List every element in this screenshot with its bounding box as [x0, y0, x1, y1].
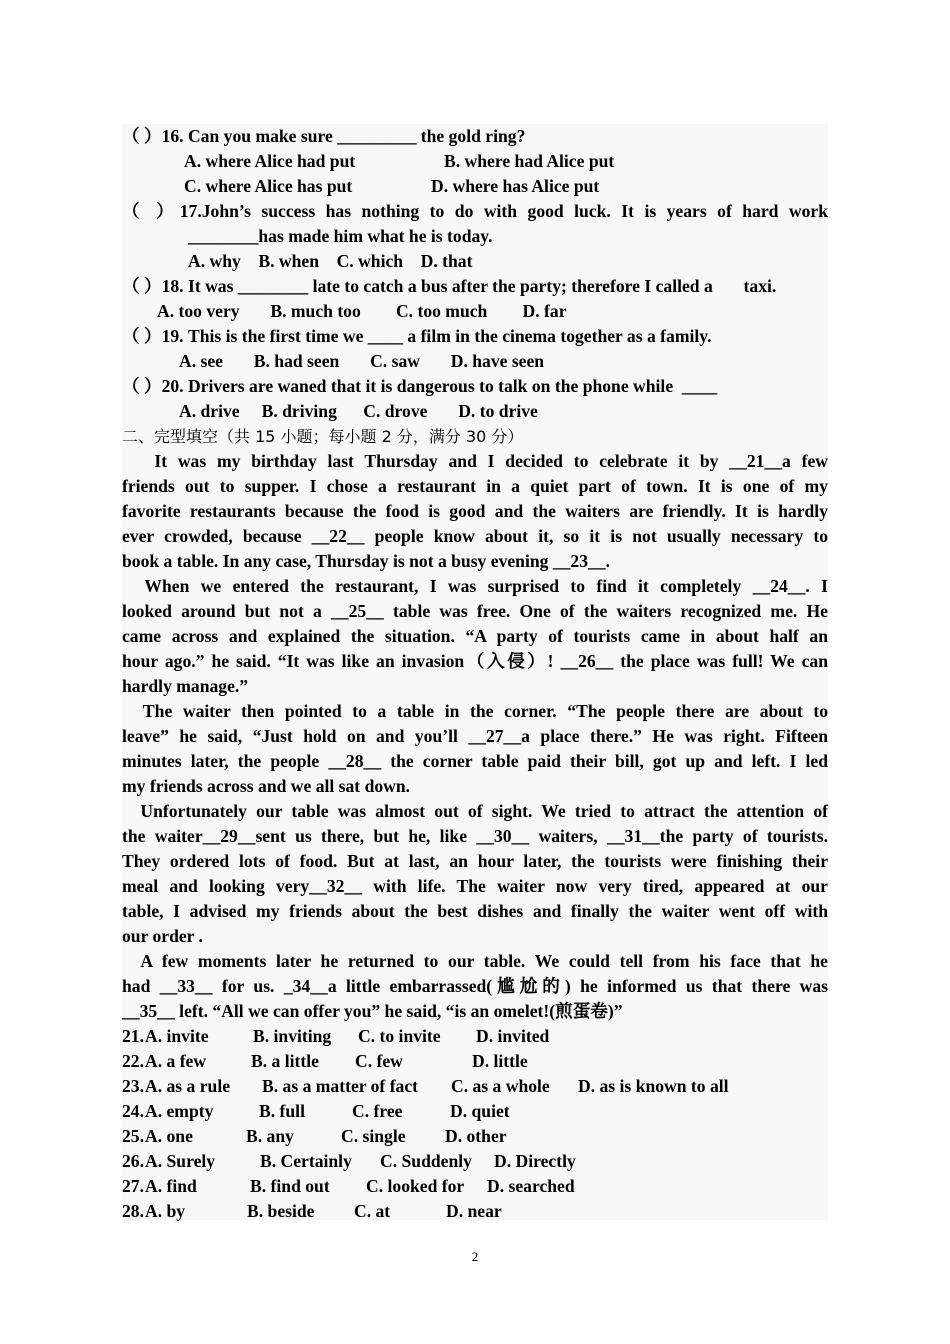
question-19-option-list: A. see B. had seen C. saw D. have seen [179, 351, 545, 371]
passage-line: hardly manage.” [122, 676, 249, 696]
answer-option-a: A. Surely [145, 1151, 216, 1171]
option-16a: A. where Alice had put [184, 151, 356, 171]
answer-option-c: C. as a whole [451, 1076, 550, 1096]
passage-line: The waiter then pointed to a table in the corner. “The people there are about to [122, 701, 828, 721]
answer-option-a: A. one [145, 1126, 193, 1146]
answer-option-c: C. free [352, 1101, 403, 1121]
question-20-stem: （ ）20. Drivers are waned that it is dangerous to talk on the phone while ____ [122, 376, 718, 396]
answer-number: 23. [122, 1076, 144, 1096]
answer-option-b: B. inviting [253, 1026, 332, 1046]
question-20-option-list: A. drive B. driving C. drove D. to drive [179, 401, 538, 421]
answer-option-b: B. a little [251, 1051, 319, 1071]
question-17-stem: （ ）17.John’s success has nothing to do with good luck. It is years of hard work [122, 201, 828, 221]
answer-option-c: C. few [355, 1051, 403, 1071]
passage-line: looked around but not a __25__ table was free. One of the waiters recognized me. He [122, 601, 828, 621]
question-16 [122, 124, 828, 149]
passage-line: friends out to supper. I chose a restaurant in a quiet part of town. It is one of my [122, 476, 828, 496]
question-18-option-list: A. too very B. much too C. too much D. far [157, 301, 567, 321]
passage-line: Unfortunately our table was almost out of sight. We tried to attract the attention of [122, 801, 828, 821]
answer-option-c: C. at [354, 1201, 391, 1221]
question-20-options [122, 399, 828, 424]
page-number: 2 [471, 1249, 479, 1264]
option-16d: D. where has Alice put [431, 176, 600, 196]
passage-line: favorite restaurants because the food is good and the waiters are friendly. It is hardly [122, 501, 828, 521]
answer-option-b: B. full [259, 1101, 305, 1121]
answer-row-28 [122, 1199, 828, 1224]
answer-number: 22. [122, 1051, 144, 1071]
answer-option-d: D. near [446, 1201, 502, 1221]
answer-row-23 [122, 1074, 828, 1099]
passage-line: meal and looking very__32__ with life. The waiter now very tired, appeared at our [122, 876, 828, 896]
passage-line: came across and explained the situation. “A party of tourists came in about half an [122, 626, 828, 646]
answer-option-a: A. as a rule [145, 1076, 231, 1096]
answer-option-c: C. Suddenly [380, 1151, 472, 1171]
answer-option-a: A. a few [145, 1051, 207, 1071]
option-16c: C. where Alice has put [184, 176, 353, 196]
answer-option-c: C. single [341, 1126, 406, 1146]
answer-option-b: B. any [246, 1126, 294, 1146]
section-2-heading: 二、完型填空（共 15 小题；每小题 2 分，满分 30 分） [122, 427, 524, 446]
answer-option-a: A. empty [145, 1101, 214, 1121]
passage-line: __35__ left. “All we can offer you” he said, “is an omelet!(煎蛋卷)” [122, 1001, 623, 1021]
answer-option-b: B. beside [247, 1201, 315, 1221]
answer-row-22 [122, 1049, 828, 1074]
answer-row-24 [122, 1099, 828, 1124]
passage-line: my friends across and we all sat down. [122, 776, 411, 796]
answer-option-d: D. searched [487, 1176, 575, 1196]
answer-row-26 [122, 1149, 828, 1174]
answer-number: 26. [122, 1151, 144, 1171]
answer-option-b: B. Certainly [260, 1151, 352, 1171]
passage-line: book a table. In any case, Thursday is not a busy evening __23__. [122, 551, 611, 571]
question-17-stem-cont [122, 224, 828, 249]
answer-number: 25. [122, 1126, 144, 1146]
answer-option-d: D. quiet [450, 1101, 510, 1121]
answer-number: 21. [122, 1026, 144, 1046]
question-19-options [122, 349, 828, 374]
passage-line: table, I advised my friends about the best dishes and finally the waiter went off with [122, 901, 828, 921]
passage-line: They ordered lots of food. But at last, an hour later, the tourists were finishing their [122, 851, 828, 871]
answer-option-c: C. to invite [358, 1026, 441, 1046]
question-17-option-list: A. why B. when C. which D. that [188, 251, 473, 271]
answer-row-27 [122, 1174, 828, 1199]
passage-line: minutes later, the people __28__ the corner table paid their bill, got up and left. I led [122, 751, 828, 771]
answer-row-25 [122, 1124, 828, 1149]
question-16-stem: （ ）16. Can you make sure _________ the gold ring? [122, 126, 526, 146]
question-17-options [122, 249, 828, 274]
answer-option-d: D. invited [476, 1026, 550, 1046]
answer-option-c: C. looked for [366, 1176, 465, 1196]
question-16-options-row2 [122, 174, 828, 199]
answer-option-d: D. as is known to all [578, 1076, 729, 1096]
question-18-options [122, 299, 828, 324]
answer-option-a: A. by [145, 1201, 186, 1221]
answer-option-a: A. find [145, 1176, 197, 1196]
option-16b: B. where had Alice put [444, 151, 615, 171]
answer-option-a: A. invite [145, 1026, 209, 1046]
question-16-options-row1 [122, 149, 828, 174]
answer-option-b: B. as a matter of fact [262, 1076, 419, 1096]
passage-line: our order . [122, 926, 203, 946]
passage-line: ever crowded, because __22__ people know about it, so it is not usually necessary to [122, 526, 828, 546]
question-17-stem2: ________has made him what he is today. [188, 226, 493, 246]
passage-line: It was my birthday last Thursday and I decided to celebrate it by __21__a few [122, 451, 828, 471]
answer-option-d: D. little [472, 1051, 528, 1071]
question-18-stem: （ ）18. It was ________ late to catch a bus after the party; therefore I called a taxi. [122, 276, 777, 296]
passage-line: hour ago.” he said. “It was like an invasion（入侵）! __26__ the place was full! We can [122, 651, 828, 671]
answer-number: 24. [122, 1101, 144, 1121]
answer-row-21 [122, 1024, 828, 1049]
answer-option-d: D. other [445, 1126, 507, 1146]
passage-line: A few moments later he returned to our table. We could tell from his face that he [122, 951, 828, 971]
answer-option-d: D. Directly [494, 1151, 576, 1171]
answer-number: 28. [122, 1201, 144, 1221]
question-19-stem: （ ）19. This is the first time we ____ a film in the cinema together as a family. [122, 326, 712, 346]
answer-option-b: B. find out [250, 1176, 330, 1196]
passage-line: When we entered the restaurant, I was surprised to find it completely __24__. I [122, 576, 828, 596]
passage-line: leave” he said, “Just hold on and you’ll __27__a place there.” He was right. Fifteen [122, 726, 828, 746]
passage-line: the waiter__29__sent us there, but he, like __30__ waiters, __31__the party of tourists. [122, 826, 828, 846]
passage-line: had __33__ for us. _34__a little embarrassed(尴尬的) he informed us that there was [122, 976, 828, 996]
answer-number: 27. [122, 1176, 144, 1196]
